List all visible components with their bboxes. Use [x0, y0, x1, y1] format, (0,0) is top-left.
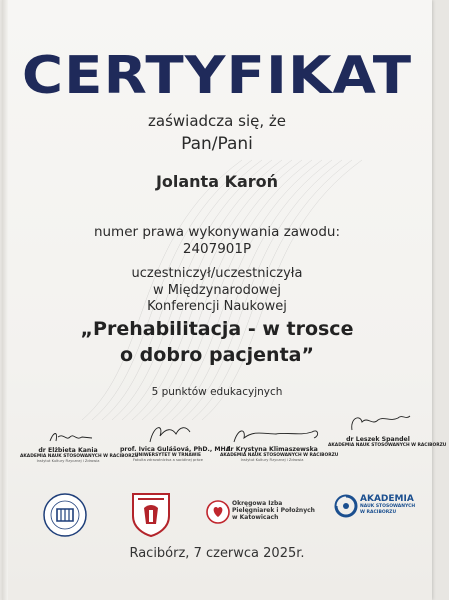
- signature-block-kania: [20, 425, 139, 463]
- event-line-1: w Międzynarodowej: [152, 283, 282, 298]
- participated-text: uczestniczył/uczestniczyła: [131, 266, 303, 281]
- event-line-2: Konferencji Naukowej: [147, 299, 287, 314]
- academy-line-3: W RACIBORZU: [360, 510, 397, 515]
- academy-logo-icon: [334, 494, 358, 518]
- signature-block-gulasova: [120, 420, 231, 462]
- nursing-association-logo: [42, 492, 88, 538]
- signer-name: prof. Ivica Gulášová, PhD., MHA: [120, 446, 231, 453]
- handwritten-signature-kania: [20, 425, 116, 447]
- handwritten-signature-gulasova: [120, 420, 216, 446]
- certifies-text: zaświadcza się, że: [148, 112, 286, 130]
- academy-logo-text: [360, 494, 415, 516]
- signer-institution: UNIWERSYTET W TRNAWIE: [134, 453, 202, 458]
- signer-institution: AKADEMIA NAUK STOSOWANYCH W RACIBORZU: [20, 454, 139, 459]
- chamber-line-2: Pielęgniarek i Położnych: [232, 507, 315, 514]
- signer-institution: AKADEMIA NAUK STOSOWANYCH W RACIBORZU: [328, 443, 447, 448]
- recipient-name: Jolanta Karoń: [155, 172, 279, 191]
- chamber-heart-logo: [206, 500, 230, 524]
- license-label: numer prawa wykonywania zawodu:: [93, 224, 341, 240]
- salutation-text: Pan/Pani: [181, 134, 253, 154]
- license-number: 2407901P: [182, 241, 252, 257]
- signature-block-klimaszewska: [220, 422, 339, 462]
- handwritten-signature-spandel: [328, 408, 428, 436]
- chamber-logo-text: [232, 500, 315, 521]
- signature-block-spandel: [328, 408, 447, 448]
- points-text: 5 punktów edukacyjnych: [151, 386, 283, 398]
- signer-sub: Instytut Kultury Fizycznej i Zdrowia: [36, 459, 100, 463]
- signer-name: dr Leszek Spandel: [346, 436, 410, 443]
- certificate-title: CERTYFIKAT: [21, 46, 413, 106]
- handwritten-signature-klimaszewska: [220, 422, 324, 446]
- academy-line-2: NAUK STOSOWANYCH: [360, 504, 416, 509]
- conference-title-line-1: „Prehabilitacja - w trosce: [80, 318, 354, 340]
- signer-institution: AKADEMIA NAUK STOSOWANYCH W RACIBORZU: [220, 453, 339, 458]
- university-crest-logo: [130, 490, 172, 538]
- signer-name: dr Krystyna Klimaszewska: [226, 446, 318, 453]
- signer-sub: Instytut Kultury Fizycznej i Zdrowia: [240, 458, 304, 462]
- chamber-line-3: w Katowicach: [232, 514, 279, 521]
- conference-title-line-2: o dobro pacjenta”: [120, 344, 314, 366]
- signer-name: dr Elżbieta Kania: [38, 447, 98, 454]
- signer-sub: Fakulta zdravotníctva a sociálnej práce: [132, 458, 204, 462]
- chamber-line-1: Okręgowa Izba: [232, 500, 283, 507]
- certificate-page: [2, 0, 447, 600]
- place-and-date: Racibórz, 7 czerwca 2025r.: [129, 546, 305, 561]
- academy-line-1: AKADEMIA: [360, 494, 414, 504]
